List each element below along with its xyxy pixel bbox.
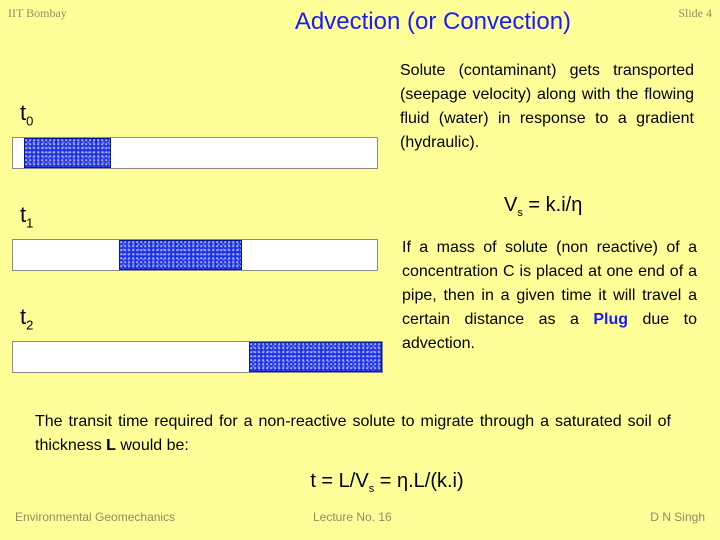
slide-number: Slide 4 <box>678 6 712 20</box>
time-label-t2: $t_2$ <box>20 304 34 333</box>
transit-paragraph: The transit time required for a non-reactive solute to migrate through a saturated soil of thickness L would be: <box>35 413 671 454</box>
plug-t1 <box>119 240 243 270</box>
footer-author: D N Singh <box>650 510 705 524</box>
footer-course: Environmental Geomechanics <box>15 510 176 524</box>
transit-equation: $t = L/V_s = \eta.L/(k.i)$ <box>310 470 464 495</box>
slide-title: Advection (or Convection) <box>294 8 572 35</box>
pipe-t0 <box>12 137 378 169</box>
mass-paragraph: If a mass of solute (non reactive) of a concentration C is placed at one end of a pipe, then in a given time it will travel a certain distance as a Plug due to advection. <box>402 239 697 352</box>
institution-label: IIT Bombay <box>8 6 67 20</box>
plug-t2 <box>249 342 382 372</box>
pipe-t2 <box>12 341 383 373</box>
plug-keyword: Plug <box>593 311 628 328</box>
footer-lecture: Lecture No. 16 <box>313 510 392 524</box>
time-label-t1: $t_1$ <box>20 202 34 231</box>
velocity-equation: $V_s = k.i/\eta$ <box>504 194 583 219</box>
time-label-t0: $t_0$ <box>20 100 34 129</box>
pipe-t1 <box>12 239 378 271</box>
plug-t0 <box>24 138 111 168</box>
intro-paragraph: Solute (contaminant) gets transported (seepage velocity) along with the flowing fluid (water) in response to a gradient (hydraulic). <box>400 62 694 151</box>
